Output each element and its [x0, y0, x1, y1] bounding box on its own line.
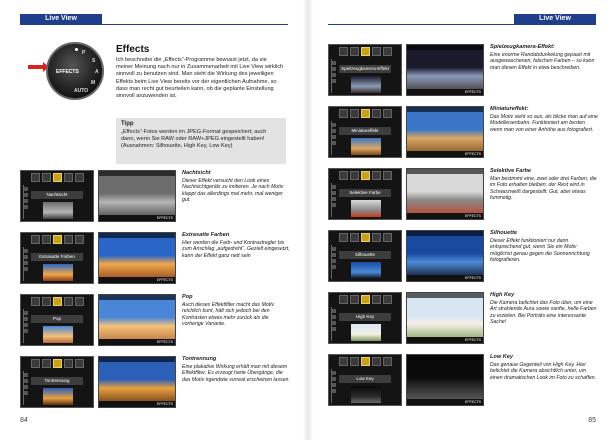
effect-title: Miniatureffekt: [490, 106, 529, 112]
effect-icon [31, 297, 40, 306]
effect-text: Das Motiv sieht so aus, als blicke man auf eine Modelleisenbahn. Funktioniert am besten wenn man von einer Anhöhe aus fotografiert. [490, 113, 598, 133]
tip-title: Tipp [121, 121, 134, 127]
camera-menu-screenshot [328, 292, 402, 344]
effect-menu-label: Selektive Farbe [339, 189, 391, 197]
effect-description [490, 106, 598, 133]
menu-side-icons [331, 369, 336, 403]
effect-icon [42, 359, 51, 368]
effect-icon [339, 171, 348, 180]
effect-menu-label: Nachtsicht [31, 191, 83, 199]
effect-preview-thumbnail [351, 386, 381, 403]
effect-menu-label: Spielzeugkamera-Effekt [339, 65, 391, 73]
effect-icon [31, 235, 40, 244]
effect-icon [75, 173, 84, 182]
liveview-status-bar [407, 89, 483, 95]
effect-icon-strip [331, 357, 399, 367]
effect-title: Silhouette [490, 230, 518, 236]
effect-description [182, 294, 290, 328]
effect-icon [42, 173, 51, 182]
effect-text: Dieser Effekt funktioniert nur dann entsprechend gut, wenn Sie ein Motiv möglichst genau gegen die Sonnenrichtung fotografieren. [490, 237, 590, 264]
effect-sample-photo [406, 44, 484, 96]
effect-description [490, 168, 598, 202]
effect-icon [383, 47, 392, 56]
effect-icon [372, 171, 381, 180]
effect-icon-strip [331, 171, 399, 181]
effect-sample-photo [98, 356, 176, 408]
effect-description [490, 230, 598, 264]
effect-icon [383, 295, 392, 304]
dial-effects-label: EFFECTS [56, 69, 79, 75]
menu-side-icons [23, 247, 28, 281]
effect-icon [372, 109, 381, 118]
effect-icon-strip [331, 109, 399, 119]
liveview-top-bar [99, 171, 175, 176]
effect-text: Die Kamera belichtet das Foto über, um eine Art strahlende Aura sowie sanfte, helle Farben zu erzielen. Bei Porträts eine interessante Sache! [490, 299, 597, 326]
effect-icon [42, 297, 51, 306]
effect-row [328, 230, 598, 282]
effect-preview-thumbnail [43, 264, 73, 281]
effect-sample-photo [406, 168, 484, 220]
effect-menu-label: Pop [31, 315, 83, 323]
effect-menu-label: Extrasatte Farben [31, 253, 83, 261]
effect-sample-photo [98, 294, 176, 346]
effect-menu-label: High Key [339, 313, 391, 321]
effect-icon [75, 235, 84, 244]
effect-title: Extrasatte Farben [182, 232, 230, 238]
effect-icon-strip [23, 297, 91, 307]
selected-effect-icon [53, 297, 62, 306]
dial-mark-auto: AUTO [74, 88, 89, 94]
liveview-status-bar [407, 399, 483, 405]
selected-effect-icon [361, 171, 370, 180]
effects-badge: EFFECTS [157, 402, 173, 406]
effect-text: Man bestimmt eine, zwei oder drei Farben, die im Foto erhalten bleiben; der Rest wird in Schwarzweiß dargestellt. Gut, aber etwas fummelig. [490, 175, 597, 202]
effects-badge: EFFECTS [465, 338, 481, 342]
menu-side-icons [331, 245, 336, 279]
selected-effect-icon [53, 235, 62, 244]
effect-icon [31, 173, 40, 182]
effect-icon-strip [331, 233, 399, 243]
liveview-top-bar [407, 169, 483, 174]
selected-effect-icon [53, 173, 62, 182]
right-page [308, 0, 616, 440]
camera-menu-screenshot [328, 168, 402, 220]
effect-preview-thumbnail [43, 326, 73, 343]
effect-text: Dieser Effekt versucht den Look eines Nachtsichtgeräts zu imitieren. Je nach Motiv klappt das allerdings mal mehr, mal weniger gut. [182, 177, 284, 204]
effect-icon [339, 109, 348, 118]
liveview-top-bar [407, 231, 483, 236]
menu-side-icons [23, 371, 28, 405]
effect-icon [350, 295, 359, 304]
effect-sample-photo [98, 170, 176, 222]
effect-icon-strip [331, 47, 399, 57]
liveview-top-bar [407, 293, 483, 298]
effect-row [328, 106, 598, 158]
effect-icon [64, 297, 73, 306]
liveview-status-bar [407, 337, 483, 343]
liveview-top-bar [99, 295, 175, 300]
liveview-top-bar [99, 357, 175, 362]
effect-icon [372, 357, 381, 366]
effect-title: Nachtsicht [182, 170, 211, 176]
effect-description [182, 232, 290, 259]
effect-preview-thumbnail [43, 202, 73, 219]
effect-text: Das genaue Gegenteil von High Key. Hier belichtet die Kamera absichtlich unter, um einen dramatischen Look im Foto zu schaffen. [490, 361, 597, 381]
camera-menu-screenshot [328, 230, 402, 282]
section-rule [328, 24, 596, 25]
red-arrow-icon [28, 65, 44, 69]
camera-menu-screenshot [20, 170, 94, 222]
liveview-status-bar [407, 151, 483, 157]
effect-icon [75, 297, 84, 306]
effect-preview-thumbnail [43, 388, 73, 405]
effect-title: Pop [182, 294, 193, 300]
effect-row [328, 292, 598, 344]
tip-text: „Effects“-Fotos werden im JPEG-Format gespeichert; auch dann, wenn Sie RAW oder RAW+JPEG eingestellt haben! (Ausnahmen: Silhouette, High Key, Low Key) [121, 129, 267, 149]
dial-mark-a: A [95, 69, 99, 75]
effect-description [182, 356, 290, 383]
effect-description [490, 354, 598, 381]
menu-side-icons [331, 307, 336, 341]
effect-icon [372, 233, 381, 242]
effect-row [20, 356, 290, 408]
effect-title: Selektive Farbe [490, 168, 532, 174]
effect-icon [31, 359, 40, 368]
liveview-status-bar [99, 401, 175, 407]
effect-title: High Key [490, 292, 515, 298]
effect-preview-thumbnail [351, 200, 381, 217]
effect-icon [383, 233, 392, 242]
effect-icon [350, 357, 359, 366]
effect-row [20, 294, 290, 346]
liveview-top-bar [407, 45, 483, 50]
effect-row [20, 232, 290, 284]
effect-sample-photo [406, 292, 484, 344]
liveview-top-bar [407, 107, 483, 112]
effects-badge: EFFECTS [157, 216, 173, 220]
dial-mark-s: S [92, 58, 96, 64]
liveview-status-bar [99, 339, 175, 345]
effect-description [182, 170, 290, 204]
effect-icon [350, 47, 359, 56]
liveview-top-bar [407, 355, 483, 360]
effect-icon [64, 359, 73, 368]
effect-menu-label: Miniatureffekt [339, 127, 391, 135]
effect-icon [339, 357, 348, 366]
effect-menu-label: Low Key [339, 375, 391, 383]
camera-menu-screenshot [20, 294, 94, 346]
selected-effect-icon [361, 357, 370, 366]
effect-icon [350, 109, 359, 118]
tip-box [116, 118, 286, 164]
dial-notch [75, 48, 78, 51]
effect-icon [75, 359, 84, 368]
selected-effect-icon [361, 47, 370, 56]
effect-text: Hier werden die Farb- und Kontrastregler bis zum Anschlag „aufgedreht“. Gezielt eingesetzt, kann der Effekt ganz nett sein [182, 239, 290, 259]
section-tab: Live View [514, 14, 596, 24]
effect-menu-label: Tontrennung [31, 377, 83, 385]
page-number: 84 [20, 417, 28, 424]
effect-row [328, 354, 598, 406]
effect-icon [350, 171, 359, 180]
effects-badge: EFFECTS [157, 278, 173, 282]
page-number: 85 [588, 417, 596, 424]
effect-menu-label: Silhouette [339, 251, 391, 259]
menu-side-icons [331, 183, 336, 217]
effect-sample-photo [98, 232, 176, 284]
effect-icon [372, 295, 381, 304]
section-rule [20, 24, 288, 25]
effect-icon [383, 171, 392, 180]
selected-effect-icon [361, 109, 370, 118]
menu-side-icons [331, 121, 336, 155]
liveview-status-bar [407, 275, 483, 281]
intro-text: Ich beschreibe die „Effects“-Programme bewusst jetzt, da sie meiner Meinung nach nur in Zusammenarbeit mit Live View wirklich sinnvoll zu benutzen sind. Man sieht die Wirkung des jeweiligen Effekts beim Live View bereits vor der eigentlichen Aufnahme, so dass man recht gut beurteilen kann, ob die geplante Einstellung sinnvoll anzuwenden ist. [116, 57, 284, 100]
effects-badge: EFFECTS [465, 276, 481, 280]
camera-menu-screenshot [328, 44, 402, 96]
selected-effect-icon [361, 233, 370, 242]
liveview-top-bar [99, 233, 175, 238]
effect-preview-thumbnail [351, 324, 381, 341]
effects-badge: EFFECTS [465, 90, 481, 94]
effects-badge: EFFECTS [465, 214, 481, 218]
effect-title: Tontrennung [182, 356, 217, 362]
effect-icon [64, 173, 73, 182]
effect-icon-strip [331, 295, 399, 305]
camera-menu-screenshot [20, 232, 94, 284]
effect-icon [339, 47, 348, 56]
dial-mark-p: P [82, 50, 86, 56]
menu-side-icons [23, 185, 28, 219]
effect-preview-thumbnail [351, 262, 381, 279]
selected-effect-icon [361, 295, 370, 304]
effect-icon [350, 233, 359, 242]
camera-menu-screenshot [328, 354, 402, 406]
effect-icon-strip [23, 359, 91, 369]
effects-badge: EFFECTS [465, 152, 481, 156]
camera-menu-screenshot [20, 356, 94, 408]
effect-icon [339, 233, 348, 242]
effect-preview-thumbnail [351, 138, 381, 155]
effect-text: Eine enorme Randabdunkelung gepaart mit ausgewaschenen, falschen Farben – so kann man diesen Effekt in etwa beschreiben. [490, 51, 595, 71]
effect-icon [42, 235, 51, 244]
effect-text: Auch dieses Effektfilter macht das Motiv reichlich bunt, hält sich jedoch bei den Kontrasten etwas mehr zurück als die vorherige Variante. [182, 301, 274, 328]
menu-side-icons [331, 59, 336, 93]
page-title: Effects [116, 44, 150, 55]
liveview-status-bar [99, 277, 175, 283]
effect-sample-photo [406, 354, 484, 406]
effect-icon-strip [23, 235, 91, 245]
effects-badge: EFFECTS [465, 400, 481, 404]
effect-icon [383, 109, 392, 118]
effect-title: Low Key [490, 354, 514, 360]
effect-icon-strip [23, 173, 91, 183]
mode-dial-image [46, 42, 104, 100]
liveview-status-bar [407, 213, 483, 219]
effect-row [20, 170, 290, 222]
effect-sample-photo [406, 106, 484, 158]
camera-menu-screenshot [328, 106, 402, 158]
liveview-status-bar [99, 215, 175, 221]
effects-badge: EFFECTS [157, 340, 173, 344]
effect-description [490, 292, 598, 326]
effect-description [490, 44, 598, 71]
effect-row [328, 44, 598, 96]
effect-text: Eine plakative Wirkung erhält man mit diesem Effektfilter. Es erzeugt harte Übergänge, die das Motiv irgendwie surreal erscheinen lassen. [182, 363, 290, 383]
effect-icon [383, 357, 392, 366]
effect-title: Spielzeugkamera-Effekt: [490, 44, 555, 50]
selected-effect-icon [53, 359, 62, 368]
effect-icon [339, 295, 348, 304]
effect-sample-photo [406, 230, 484, 282]
menu-side-icons [23, 309, 28, 343]
effect-icon [64, 235, 73, 244]
effect-icon [372, 47, 381, 56]
dial-mark-m: M [91, 80, 96, 86]
effect-row [328, 168, 598, 220]
section-tab: Live View [20, 14, 102, 24]
effect-preview-thumbnail [351, 76, 381, 93]
